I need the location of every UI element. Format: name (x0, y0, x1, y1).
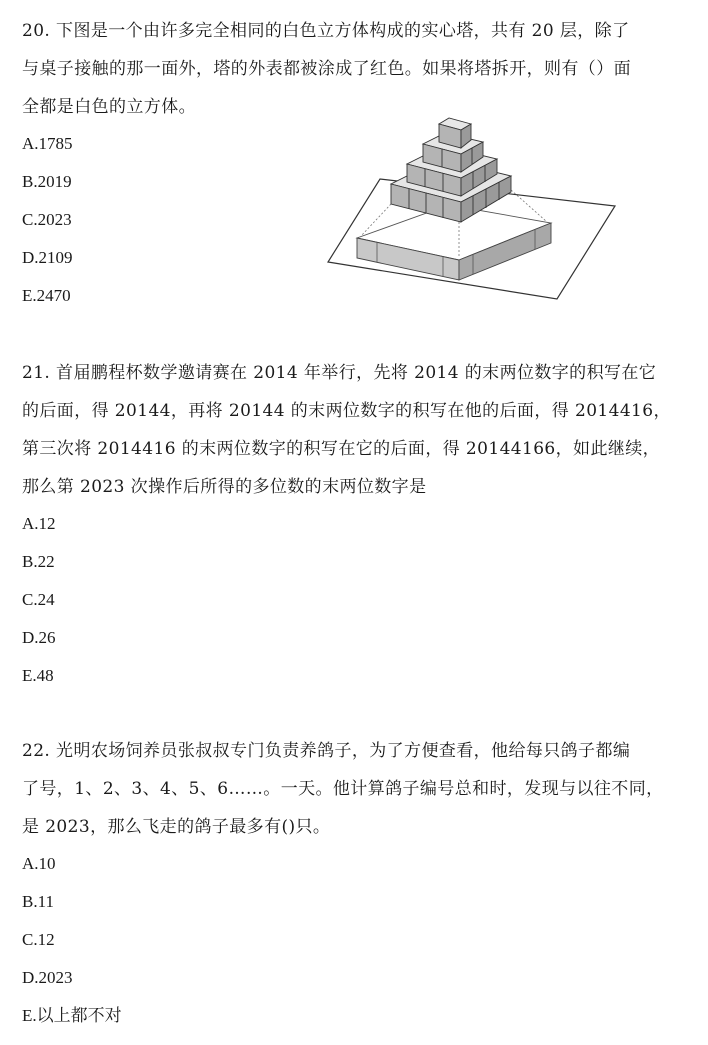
option-b[interactable]: B.2019 (22, 172, 72, 191)
question-20-line-2: 与桌子接触的那一面外，塔的外表都被涂成了红色。如果将塔拆开，则有（）面 (22, 59, 631, 79)
question-21-options (22, 514, 56, 686)
question-21-line-1: 21. 首届鹏程杯数学邀请赛在 2014 年举行，先将 2014 的末两位数字的积写在它 (22, 363, 657, 383)
option-c[interactable]: C.24 (22, 590, 55, 609)
option-d[interactable]: D.2109 (22, 248, 73, 267)
option-e[interactable]: E.48 (22, 666, 54, 685)
question-21-line-4: 那么第 2023 次操作后所得的多位数的末两位数字是 (22, 477, 427, 497)
option-c[interactable]: C.12 (22, 930, 55, 949)
question-22 (22, 741, 694, 1025)
pyramid-tower-figure (325, 112, 617, 300)
option-a[interactable]: A.12 (22, 514, 56, 533)
option-e[interactable]: E.2470 (22, 286, 71, 305)
option-e[interactable]: E.以上都不对 (22, 1006, 122, 1025)
option-b[interactable]: B.22 (22, 552, 55, 571)
question-22-options (22, 854, 122, 1026)
question-22-line-1: 22. 光明农场饲养员张叔叔专门负责养鸽子，为了方便查看，他给每只鸽子都编 (22, 741, 631, 761)
question-20-options (22, 134, 73, 306)
option-b[interactable]: B.11 (22, 892, 54, 911)
question-22-line-3: 是 2023，那么飞走的鸽子最多有()只。 (22, 817, 331, 837)
question-20 (22, 21, 694, 305)
option-a[interactable]: A.1785 (22, 134, 73, 153)
question-21-line-2: 的后面，得 20144，再将 20144 的末两位数字的积写在他的后面，得 2014416， (22, 401, 671, 421)
question-21 (22, 363, 694, 685)
option-d[interactable]: D.2023 (22, 968, 73, 987)
question-20-line-1: 20. 下图是一个由许多完全相同的白色立方体构成的实心塔，共有 20 层，除了 (22, 21, 630, 41)
cube-layer-top (439, 118, 471, 148)
option-c[interactable]: C.2023 (22, 210, 72, 229)
question-20-line-3: 全都是白色的立方体。 (22, 97, 196, 117)
question-21-line-3: 第三次将 2014416 的末两位数字的积写在它的后面，得 20144166，如此继续， (22, 439, 661, 459)
option-a[interactable]: A.10 (22, 854, 56, 873)
option-d[interactable]: D.26 (22, 628, 56, 647)
question-22-line-2: 了号，1、2、3、4、5、6……。一天。他计算鸽子编号总和时，发现与以往不同， (22, 779, 664, 799)
